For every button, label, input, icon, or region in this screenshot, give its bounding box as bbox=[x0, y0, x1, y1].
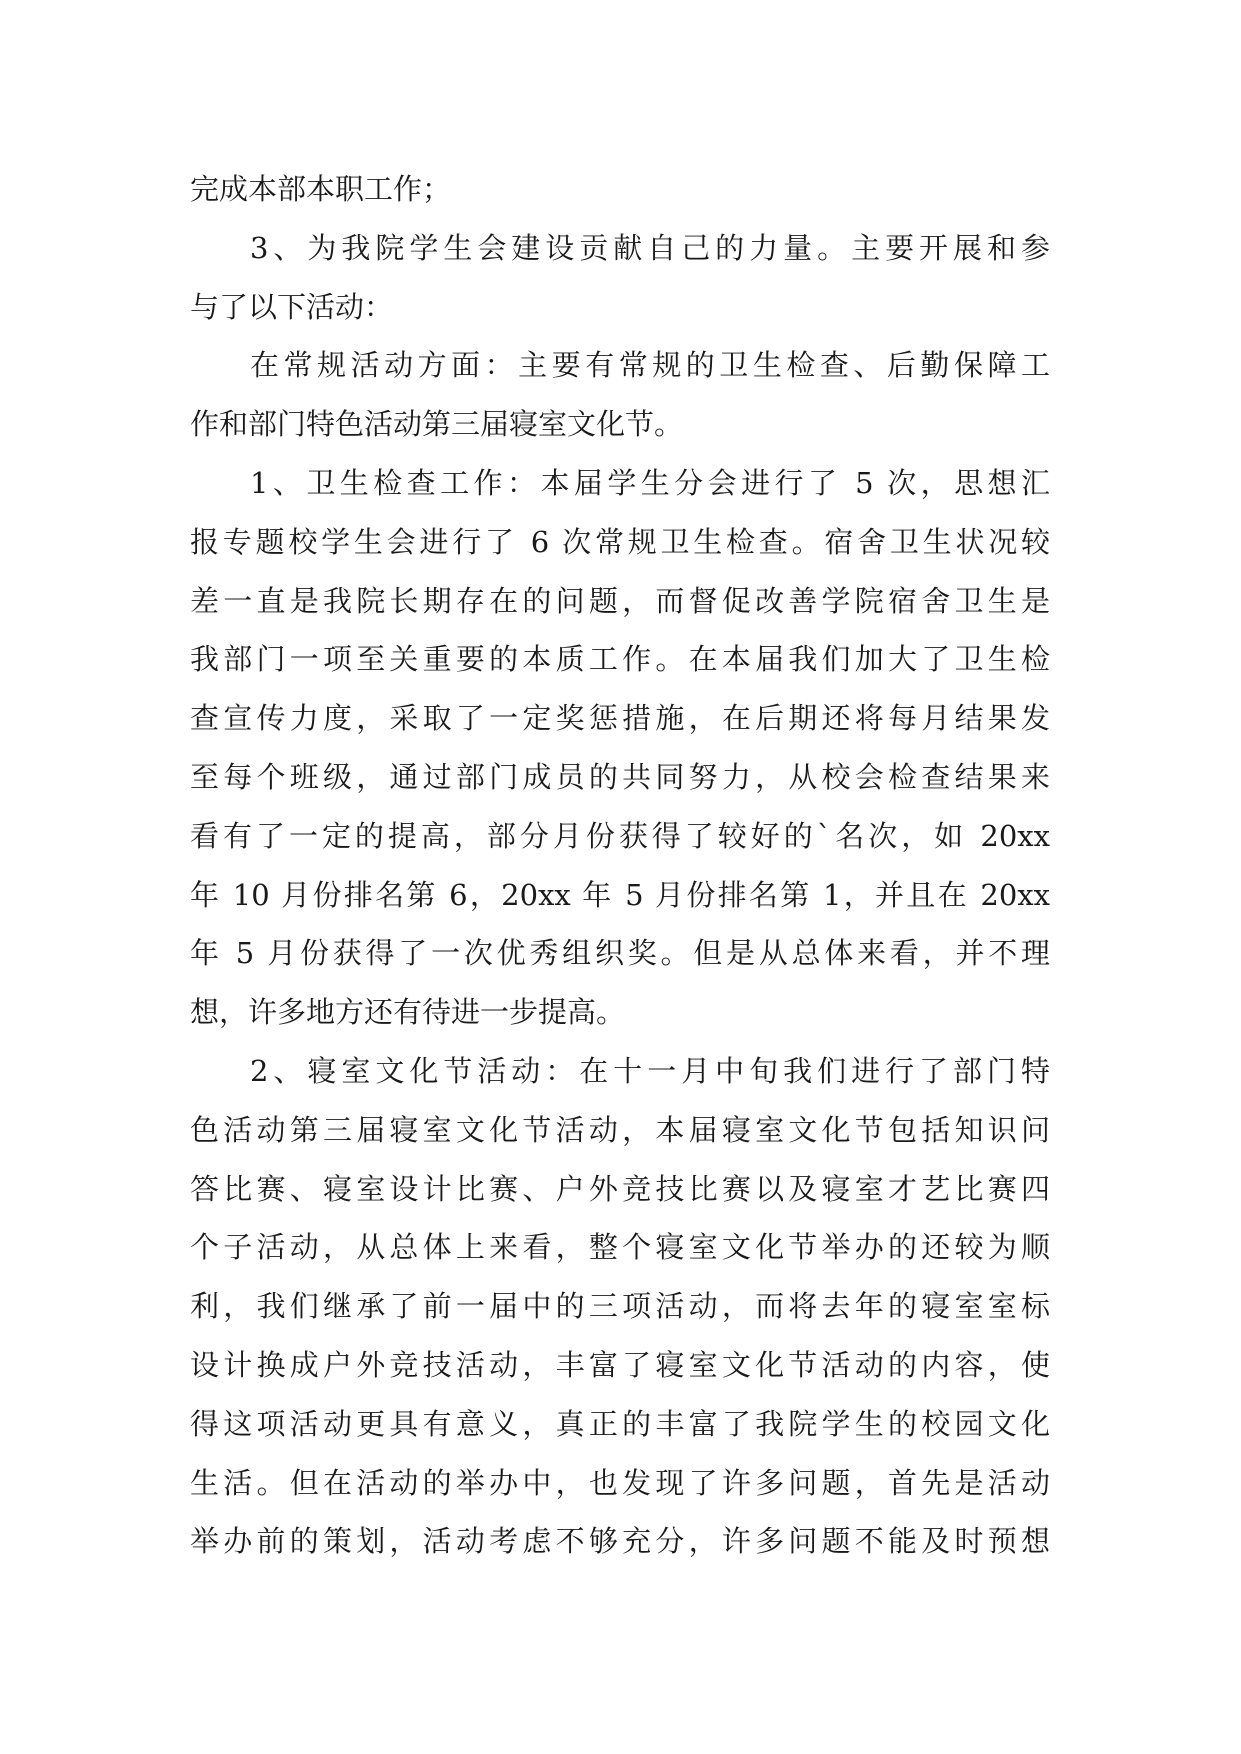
text-line: 3、为我院学生会建设贡献自己的力量。主要开展和参 bbox=[250, 230, 1050, 265]
text-line: 得这项活动更具有意义，真正的丰富了我院学生的校园文化 bbox=[190, 1406, 1050, 1441]
text-line: 答比赛、寝室设计比赛、户外竞技比赛以及寝室才艺比赛四 bbox=[190, 1171, 1050, 1206]
text-line: 查宣传力度，采取了一定奖惩措施，在后期还将每月结果发 bbox=[190, 701, 1050, 736]
text-line: 2、寝室文化节活动：在十一月中旬我们进行了部门特 bbox=[250, 1053, 1050, 1088]
text-line: 年 10 月份排名第 6，20xx 年 5 月份排名第 1，并且在 20xx bbox=[190, 877, 1050, 912]
text-line: 我部门一项至关重要的本质工作。在本届我们加大了卫生检 bbox=[190, 642, 1050, 677]
text-line: 与了以下活动： bbox=[190, 289, 394, 324]
text-line: 色活动第三届寝室文化节活动，本届寝室文化节包括知识问 bbox=[190, 1112, 1050, 1147]
text-line: 年 5 月份获得了一次优秀组织奖。但是从总体来看，并不理 bbox=[190, 936, 1050, 971]
text-line: 在常规活动方面：主要有常规的卫生检查、后勤保障工 bbox=[250, 348, 1050, 383]
text-line: 至每个班级，通过部门成员的共同努力，从校会检查结果来 bbox=[190, 759, 1050, 794]
text-line: 1、卫生检查工作：本届学生分会进行了 5 次，思想汇 bbox=[250, 465, 1050, 500]
text-line: 设计换成户外竞技活动，丰富了寝室文化节活动的内容，使 bbox=[190, 1347, 1050, 1382]
text-line: 举办前的策划，活动考虑不够充分，许多问题不能及时预想 bbox=[190, 1524, 1050, 1559]
text-line: 个子活动，从总体上来看，整个寝室文化节举办的还较为顺 bbox=[190, 1230, 1050, 1265]
text-line: 生活。但在活动的举办中，也发现了许多问题，首先是活动 bbox=[190, 1465, 1050, 1500]
text-line: 报专题校学生会进行了 6 次常规卫生检查。宿舍卫生状况较 bbox=[190, 524, 1050, 559]
text-line: 完成本部本职工作； bbox=[190, 172, 452, 206]
body-text bbox=[190, 160, 1050, 1571]
text-line: 看有了一定的提高，部分月份获得了较好的`名次，如 20xx bbox=[190, 818, 1050, 853]
text-line: 作和部门特色活动第三届寝室文化节。 bbox=[190, 407, 684, 442]
text-line: 差一直是我院长期存在的问题，而督促改善学院宿舍卫生是 bbox=[190, 583, 1050, 618]
text-line: 利，我们继承了前一届中的三项活动，而将去年的寝室室标 bbox=[190, 1289, 1050, 1324]
text-line: 想，许多地方还有待进一步提高。 bbox=[190, 995, 626, 1030]
